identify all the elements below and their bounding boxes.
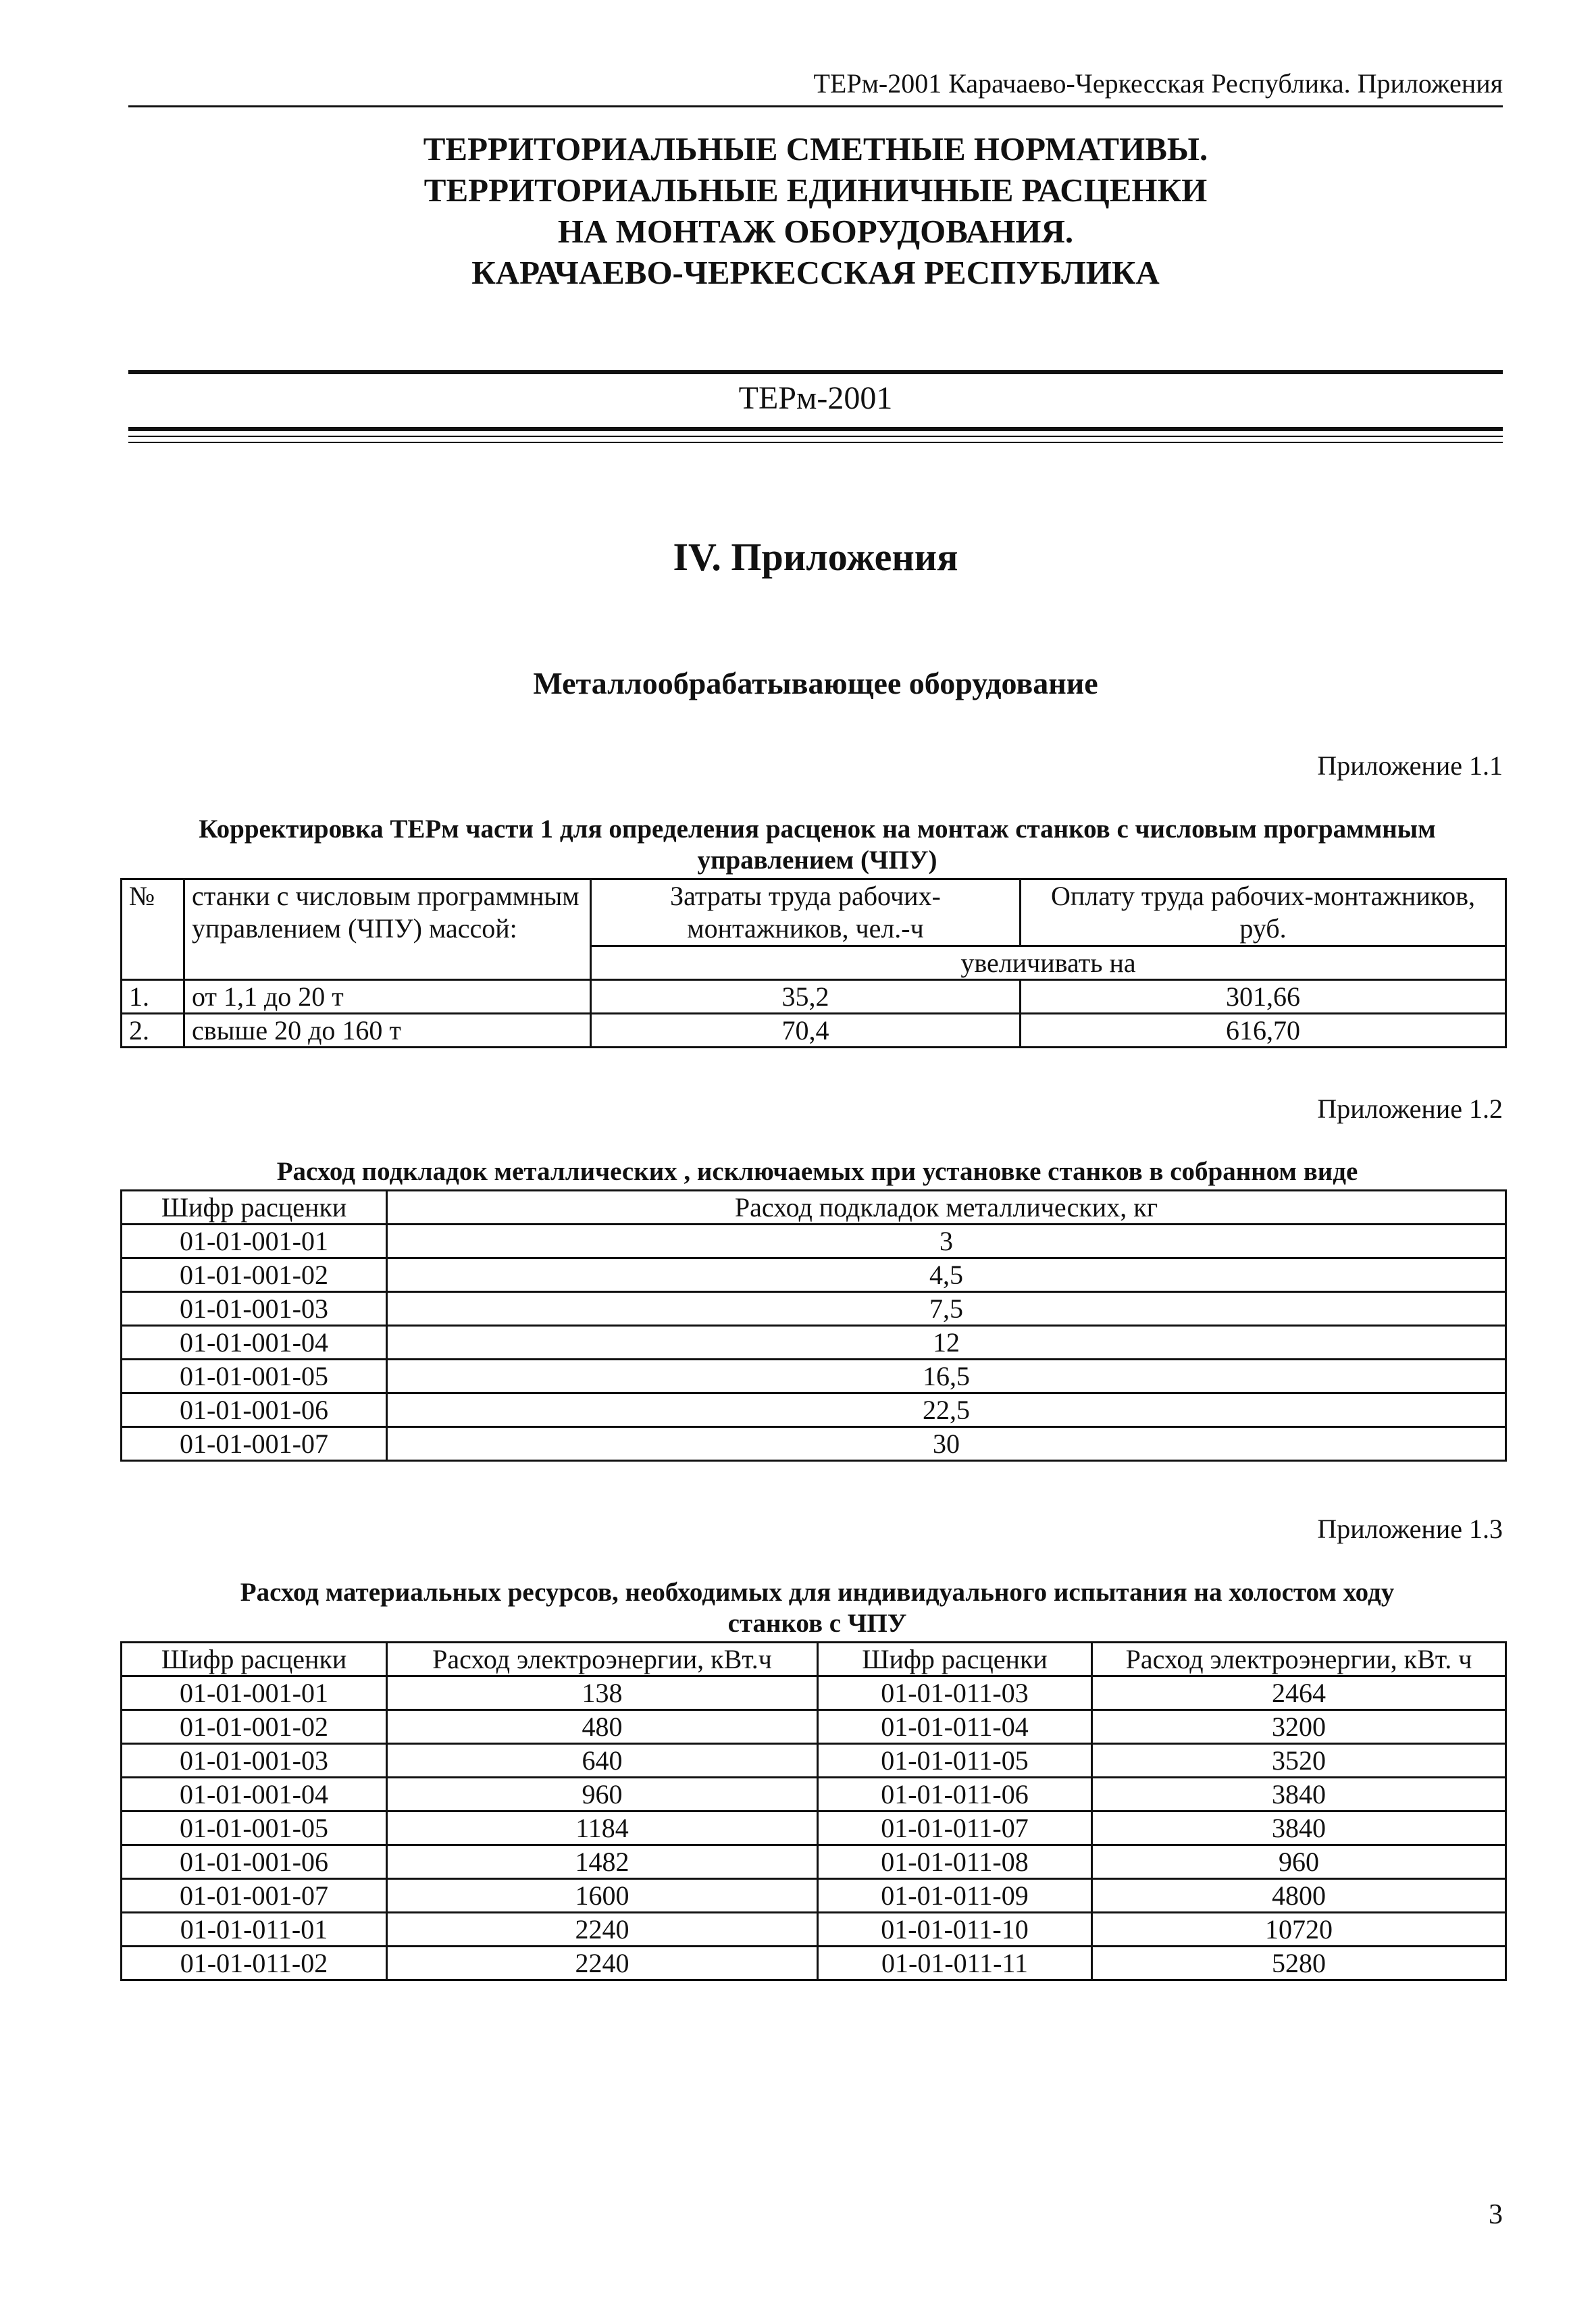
table-row [122,1845,1506,1879]
title-rule-bottom-thick [128,427,1503,431]
cell-mass: от 1,1 до 20 т [184,980,591,1014]
cell-mass: свыше 20 до 160 т [184,1014,591,1048]
table-row [122,1676,1506,1710]
cell-pads: 3 [387,1225,1506,1258]
cell-code: 01-01-001-05 [122,1360,387,1393]
cell-energy: 3200 [1092,1710,1506,1744]
header-code: Шифр расценки [818,1643,1092,1676]
cell-code: 01-01-001-03 [122,1744,387,1778]
cell-code: 01-01-001-07 [122,1427,387,1461]
cell-number: 1. [122,980,184,1014]
table-row [122,1778,1506,1811]
document-title [128,128,1503,293]
cell-code: 01-01-011-10 [818,1913,1092,1947]
cell-energy: 5280 [1092,1947,1506,1980]
table-row [122,1710,1506,1744]
running-header: ТЕРм-2001 Карачаево-Черкесская Республика. Приложения [813,68,1503,99]
header-energy: Расход электроэнергии, кВт. ч [1092,1643,1506,1676]
header-machines: станки с числовым программным управлением (ЧПУ) массой: [184,879,591,980]
cell-number: 2. [122,1014,184,1048]
cell-code: 01-01-011-08 [818,1845,1092,1879]
table-row [122,1811,1506,1845]
table-cnc-correction [120,878,1507,1048]
document-title-line: ТЕРРИТОРИАЛЬНЫЕ СМЕТНЫЕ НОРМАТИВЫ. [423,130,1208,168]
cell-pads: 4,5 [387,1258,1506,1292]
table-caption [122,1577,1513,1639]
table-row [122,1258,1506,1292]
cell-code: 01-01-001-06 [122,1845,387,1879]
table-caption-line: Расход материальных ресурсов, необходимых для индивидуального испытания на холостом ходу [240,1578,1395,1607]
cell-pay: 301,66 [1021,980,1506,1014]
table-row [122,1393,1506,1427]
cell-code: 01-01-011-06 [818,1778,1092,1811]
cell-code: 01-01-001-06 [122,1393,387,1427]
cell-code: 01-01-001-03 [122,1292,387,1326]
header-code: Шифр расценки [122,1191,387,1225]
cell-code: 01-01-011-07 [818,1811,1092,1845]
cell-energy: 480 [387,1710,818,1744]
title-rule-top [128,370,1503,374]
table-caption: Расход подкладок металлических , исключаемых при установке станков в собранном виде [276,1157,1358,1186]
cell-pads: 16,5 [387,1360,1506,1393]
cell-energy: 2240 [387,1947,818,1980]
cell-code: 01-01-011-03 [818,1676,1092,1710]
table-row [122,1427,1506,1461]
cell-pads: 22,5 [387,1393,1506,1427]
title-rule-bottom-thin [128,442,1503,443]
cell-pads: 30 [387,1427,1506,1461]
subsection-title: Металлообрабатывающее оборудование [533,666,1098,700]
table-row [122,1014,1506,1048]
document-code: ТЕРм-2001 [738,380,893,416]
document-title-line: ТЕРРИТОРИАЛЬНЫЕ ЕДИНИЧНЫЕ РАСЦЕНКИ [423,172,1208,209]
table-row [122,1744,1506,1778]
header-labor-cost: Затраты труда рабочих-монтажников, чел.-ч [591,879,1021,946]
cell-code: 01-01-001-02 [122,1710,387,1744]
cell-pay: 616,70 [1021,1014,1506,1048]
cell-code: 01-01-001-01 [122,1225,387,1258]
cell-labor: 70,4 [591,1014,1021,1048]
table-caption-line: станков с ЧПУ [727,1609,907,1638]
table-energy-consumption [120,1641,1507,1981]
header-increase: увеличивать на [591,946,1506,980]
document-title-line: НА МОНТАЖ ОБОРУДОВАНИЯ. [557,213,1074,250]
cell-energy: 3840 [1092,1778,1506,1811]
page-number: 3 [1489,2199,1503,2230]
cell-pads: 12 [387,1326,1506,1360]
cell-code: 01-01-001-04 [122,1326,387,1360]
appendix-label: Приложение 1.1 [1317,750,1503,781]
table-header-row [122,879,1506,946]
cell-energy: 138 [387,1676,818,1710]
cell-energy: 1482 [387,1845,818,1879]
cell-code: 01-01-011-09 [818,1879,1092,1913]
cell-energy: 1600 [387,1879,818,1913]
cell-code: 01-01-011-01 [122,1913,387,1947]
cell-code: 01-01-001-04 [122,1778,387,1811]
table-row [122,1292,1506,1326]
header-rule [128,105,1503,107]
table-header-row [122,1643,1506,1676]
cell-code: 01-01-011-11 [818,1947,1092,1980]
header-code: Шифр расценки [122,1643,387,1676]
table-caption: Корректировка ТЕРм части 1 для определения расценок на монтаж станков с числовым программным управлением (ЧПУ) [199,815,1436,875]
appendix-label: Приложение 1.3 [1317,1514,1503,1544]
cell-energy: 3520 [1092,1744,1506,1778]
cell-code: 01-01-011-05 [818,1744,1092,1778]
cell-code: 01-01-001-01 [122,1676,387,1710]
cell-energy: 4800 [1092,1879,1506,1913]
appendix-label: Приложение 1.2 [1317,1094,1503,1124]
table-row [122,1360,1506,1393]
header-pads: Расход подкладок металлических, кг [387,1191,1506,1225]
cell-code: 01-01-001-07 [122,1879,387,1913]
table-row [122,980,1506,1014]
table-row [122,1879,1506,1913]
cell-labor: 35,2 [591,980,1021,1014]
table-row [122,1326,1506,1360]
cell-pads: 7,5 [387,1292,1506,1326]
table-header-row [122,1191,1506,1225]
cell-energy: 1184 [387,1811,818,1845]
section-title: IV. Приложения [673,535,958,579]
document-title-line: КАРАЧАЕВО-ЧЕРКЕССКАЯ РЕСПУБЛИКА [471,254,1160,291]
cell-code: 01-01-001-05 [122,1811,387,1845]
cell-energy: 640 [387,1744,818,1778]
table-row [122,1225,1506,1258]
header-pay: Оплату труда рабочих-монтажников, руб. [1021,879,1506,946]
header-number: № [122,879,184,980]
cell-energy: 2240 [387,1913,818,1947]
cell-energy: 10720 [1092,1913,1506,1947]
cell-code: 01-01-001-02 [122,1258,387,1292]
table-row [122,1913,1506,1947]
cell-energy: 3840 [1092,1811,1506,1845]
table-metal-pads [120,1189,1507,1462]
title-rule-bottom-thin [128,436,1503,437]
cell-energy: 2464 [1092,1676,1506,1710]
cell-energy: 960 [387,1778,818,1811]
cell-code: 01-01-011-04 [818,1710,1092,1744]
cell-code: 01-01-011-02 [122,1947,387,1980]
header-energy: Расход электроэнергии, кВт.ч [387,1643,818,1676]
table-row [122,1947,1506,1980]
cell-energy: 960 [1092,1845,1506,1879]
